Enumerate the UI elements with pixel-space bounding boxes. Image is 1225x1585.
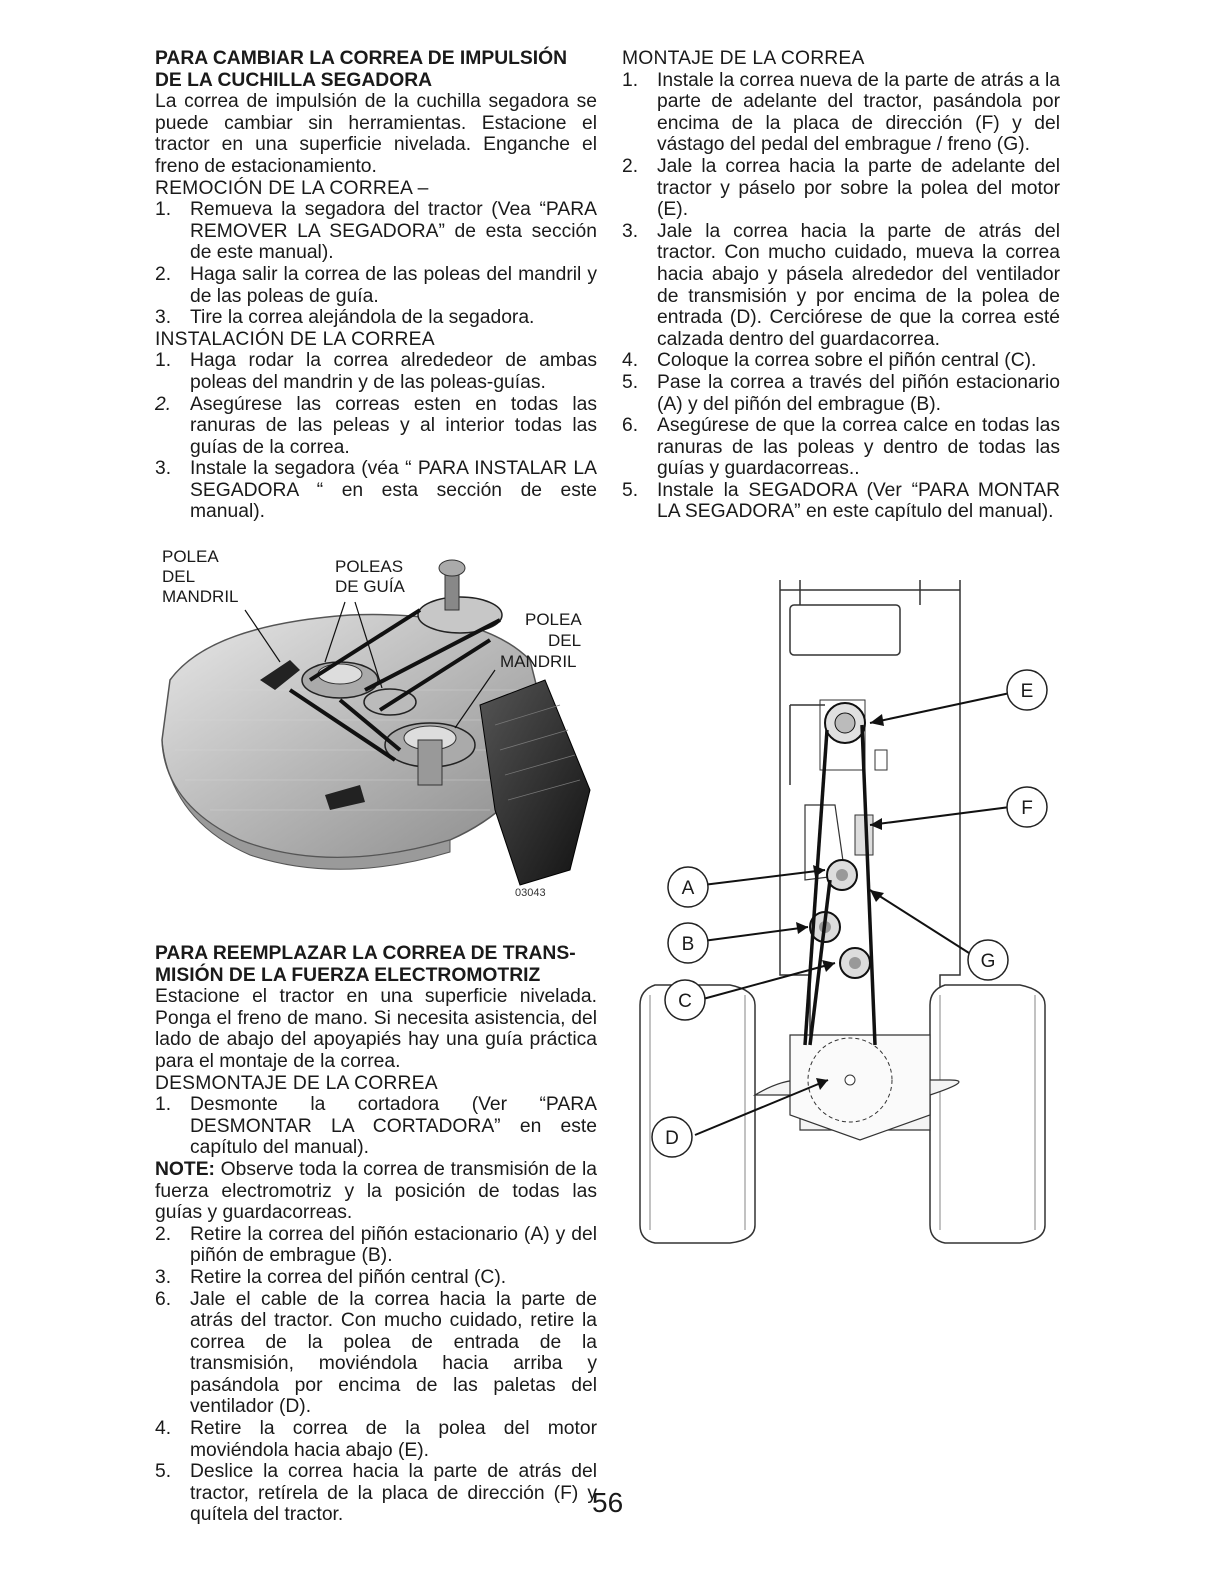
discharge-chute (480, 680, 590, 885)
wheel-left (640, 985, 755, 1243)
list-item: 3. Instale la segadora (véa “ PARA INSTALAR LA SEGADORA “ en esta sección de este manual). (155, 458, 597, 523)
callout-g-letter: G (980, 951, 996, 972)
intro-paragraph: La correa de impulsión de la cuchilla segadora se puede cambiar sin herramientas. Estacione el tractor en una superficie nivelada. Enganche el freno de estacionamiento. (155, 91, 597, 177)
list-item: 5. Instale la SEGADORA (Ver “PARA MONTAR LA SEGADORA” en este capítulo del manual). (622, 479, 1060, 523)
dismount-heading: DESMONTAJE DE LA CORREA (155, 1072, 438, 1094)
install-steps (155, 350, 597, 523)
list-item: 4. Retire la correa de la polea del motor moviéndola hacia abajo (E). (155, 1418, 597, 1461)
list-item: 1. Desmonte la cortadora (Ver “PARA DESMONTAR LA CORTADORA” en este capítulo del manual). (155, 1094, 597, 1159)
mower-deck-figure (150, 540, 610, 910)
left-column-section2 (155, 943, 597, 1526)
right-column (622, 48, 1060, 523)
install-heading: INSTALACIÓN DE LA CORREA (155, 328, 435, 350)
list-item: 2. Jale la correa hacia la parte de adelante del tractor y páselo por sobre la polea del motor (E). (622, 155, 1060, 221)
drive-belt-right (862, 725, 875, 1045)
tractor-belt-routing-figure (630, 575, 1060, 1255)
callout-f-letter: F (1021, 798, 1033, 819)
mount-steps (622, 70, 1060, 523)
label-spindle-pulley-left-1: POLEA (162, 547, 219, 566)
section-title-blade-belt: PARA CAMBIAR LA CORREA DE IMPULSIÓN DE LA CUCHILLA SEGADORA (155, 48, 568, 91)
list-item: 5. Pase la correa a través del piñón estacionario (A) y del piñón del embrague (B). (622, 371, 1060, 415)
removal-steps (155, 199, 597, 329)
callout-d-letter: D (665, 1128, 679, 1149)
figure-code: 03043 (515, 887, 546, 899)
list-item: 1. Haga rodar la correa alrededeor de ambas poleas del mandrin y de las poleas-guías. (155, 350, 597, 393)
label-spindle-pulley-left-3: MANDRIL (162, 587, 239, 606)
section-title-drive-belt: PARA REEMPLAZAR LA CORREA DE TRANS- MISIÓN DE LA FUERZA ELECTROMOTRIZ (155, 943, 576, 986)
label-spindle-pulley-right-3: MANDRIL (500, 652, 577, 671)
dismount-steps-continued (155, 1224, 597, 1526)
page-number: 56 (592, 1487, 624, 1518)
label-guide-pulleys-2: DE GUÍA (335, 577, 405, 596)
label-spindle-pulley-right-2: DEL (548, 631, 582, 650)
dismount-steps (155, 1094, 597, 1159)
list-item: 1. Remueva la segadora del tractor (Vea “PARA REMOVER LA SEGADORA” de esta sección de este manual). (155, 199, 597, 264)
list-item: 2. Asegúrese las correas esten en todas las ranuras de las peleas y al interior todas las guías de la correa. (155, 393, 597, 458)
label-spindle-pulley-right-1: POLEA (525, 610, 582, 629)
wheel-right (930, 985, 1045, 1243)
list-item: 6. Asegúrese de que la correa calce en todas las ranuras de las poleas y dentro de todas las guías y guardacorreas.. (622, 415, 1060, 480)
label-spindle-pulley-left-2: DEL (162, 567, 196, 586)
callout-b-letter: B (681, 934, 695, 955)
list-item: 4. Coloque la correa sobre el piñón central (C). (622, 350, 1037, 372)
label-guide-pulleys-1: POLEAS (335, 557, 404, 576)
list-item: 1. Instale la correa nueva de la parte de atrás a la parte de adelante del tractor, pasándola por encima de la placa de dirección (F) y del vástago del pedal del embrague / freno (G). (622, 69, 1061, 156)
list-item: 3. Retire la correa del piñón central (C). (155, 1266, 507, 1288)
list-item: 2. Haga salir la correa de las poleas del mandril y de las poleas de guía. (155, 263, 597, 307)
list-item: 3. Jale la correa hacia la parte de atrás del tractor. Con mucho cuidado, mueva la correa hacia abajo y pásela alrededor del ventilador de transmisión y por encima de la polea de entrada (D). Cerciórese de que la correa esté calzada dentro del guardacorrea. (622, 220, 1060, 350)
intro-paragraph: Estacione el tractor en una superficie nivelada. Ponga el freno de mano. Si necesita asistencia, del lado de abajo del apoyapiés hay una guía práctica para el montaje de la correa. (155, 986, 597, 1072)
list-item: 2. Retire la correa del piñón estacionario (A) y del piñón de embrague (B). (155, 1223, 597, 1267)
callout-c-letter: C (678, 991, 692, 1012)
callout-a-letter: A (681, 878, 695, 899)
list-item: 3. Tire la correa alejándola de la segadora. (155, 307, 535, 329)
callout-e-letter: E (1020, 681, 1034, 702)
list-item: 6. Jale el cable de la correa hacia la parte de atrás del tractor. Con mucho cuidado, retire la correa de la polea de entrada de la transmisión, moviéndola hacia arriba y pasándola por encima de las paletas del ventilador (D). (155, 1288, 597, 1418)
mount-heading: MONTAJE DE LA CORREA (622, 48, 865, 69)
list-item: 5. Deslice la correa hacia la parte de atrás del tractor, retírela de la placa de dirección (F) y quítela del tractor. (155, 1461, 597, 1526)
note: NOTE: Observe toda la correa de transmisión de la fuerza electromotriz y la posición de todas las guías y guardacorreas. (155, 1158, 597, 1224)
removal-heading: REMOCIÓN DE LA CORREA – (155, 177, 429, 199)
left-column (155, 48, 597, 523)
